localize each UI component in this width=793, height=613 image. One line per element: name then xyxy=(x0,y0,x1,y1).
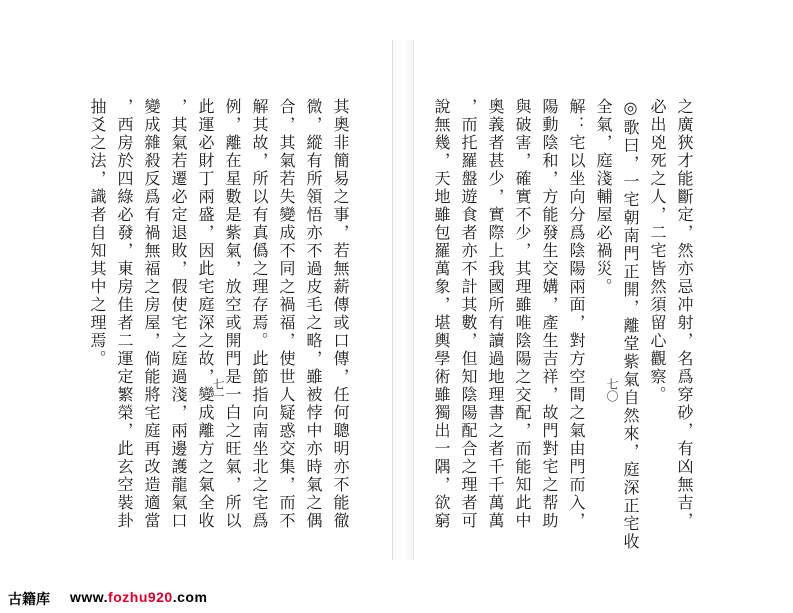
right-column-6: 解：宅以坐向分爲陰陽兩面，對方空間之氣由門而入， xyxy=(567,98,586,530)
url-highlight: fozhu920 xyxy=(108,589,173,605)
left-column-4: ，其氣若遷必定退敗，假使宅之庭過淺，兩邊護龍氣口 xyxy=(169,98,188,530)
right-column-5: 陽動陰和，方能發生交媾，產生吉祥，故門對宅之帮助 xyxy=(540,98,559,530)
url-suffix: .com xyxy=(172,589,208,605)
right-column-9: 必出兇死之人，二宅皆然須留心觀察。 xyxy=(648,98,667,404)
right-column-3: 奧義者甚少，實際上我國所有讀過地理書之者千千萬萬 xyxy=(486,98,505,530)
left-column-6: 例，離在星數是紫氣，放空或開門是一白之旺氣，所以 xyxy=(223,98,242,530)
left-column-10: 其奧非簡易之事，若無薪傳或口傳，任何聰明亦不能徹 xyxy=(331,98,350,530)
left-column-5: 此運必財丁兩盛，因此宅庭深之故，變成離方之氣全收 xyxy=(196,98,215,530)
left-column-2: ，西房於四綠必發，東房佳者二運定繁榮，此玄空裝卦 xyxy=(115,98,134,530)
left-page-number: 七一 xyxy=(211,378,225,402)
left-column-3: 變成雜殺反爲有禍無福之房屋，倘能將宅庭再改造適當 xyxy=(142,98,161,530)
url-prefix: www. xyxy=(70,589,109,605)
site-logo: 古籍库 xyxy=(8,591,50,607)
right-column-2: ，而托羅盤遊食者亦不計其數，但知陰陽配合之理者可 xyxy=(459,98,478,530)
right-column-1: 說無幾，天地雖包羅萬象，堪輿學術雖獨出一隅，欲窮 xyxy=(432,98,451,530)
left-column-9: 微，縱有所領悟亦不過皮毛之略，雖被悖中亦時氣之偶 xyxy=(304,98,323,530)
right-column-10: 之廣狹才能斷定，然亦忌冲射，名爲穿砂，有凶無吉， xyxy=(675,98,694,530)
left-column-8: 合，其氣若失變成不同之禍福，使世人疑惑交集，而不 xyxy=(277,98,296,530)
right-page-number: 七〇 xyxy=(605,378,619,402)
page-gutter xyxy=(392,40,414,560)
right-column-8: ◎歌曰，一宅朝南門正開，離堂紫氣自然來，庭深正宅收 xyxy=(621,98,640,551)
site-url[interactable] xyxy=(70,589,207,605)
left-column-7: 解其故，所以有真僞之理存焉。此節指向南坐北之宅爲 xyxy=(250,98,269,530)
right-column-7: 全氣，庭淺輔屋必禍災。 xyxy=(594,98,613,296)
left-column-1: 抽爻之法，識者自知其中之理焉。 xyxy=(88,98,107,368)
right-column-4: 與破害，確實不少，其理雖唯陰陽之交配，而能知此中 xyxy=(513,98,532,530)
